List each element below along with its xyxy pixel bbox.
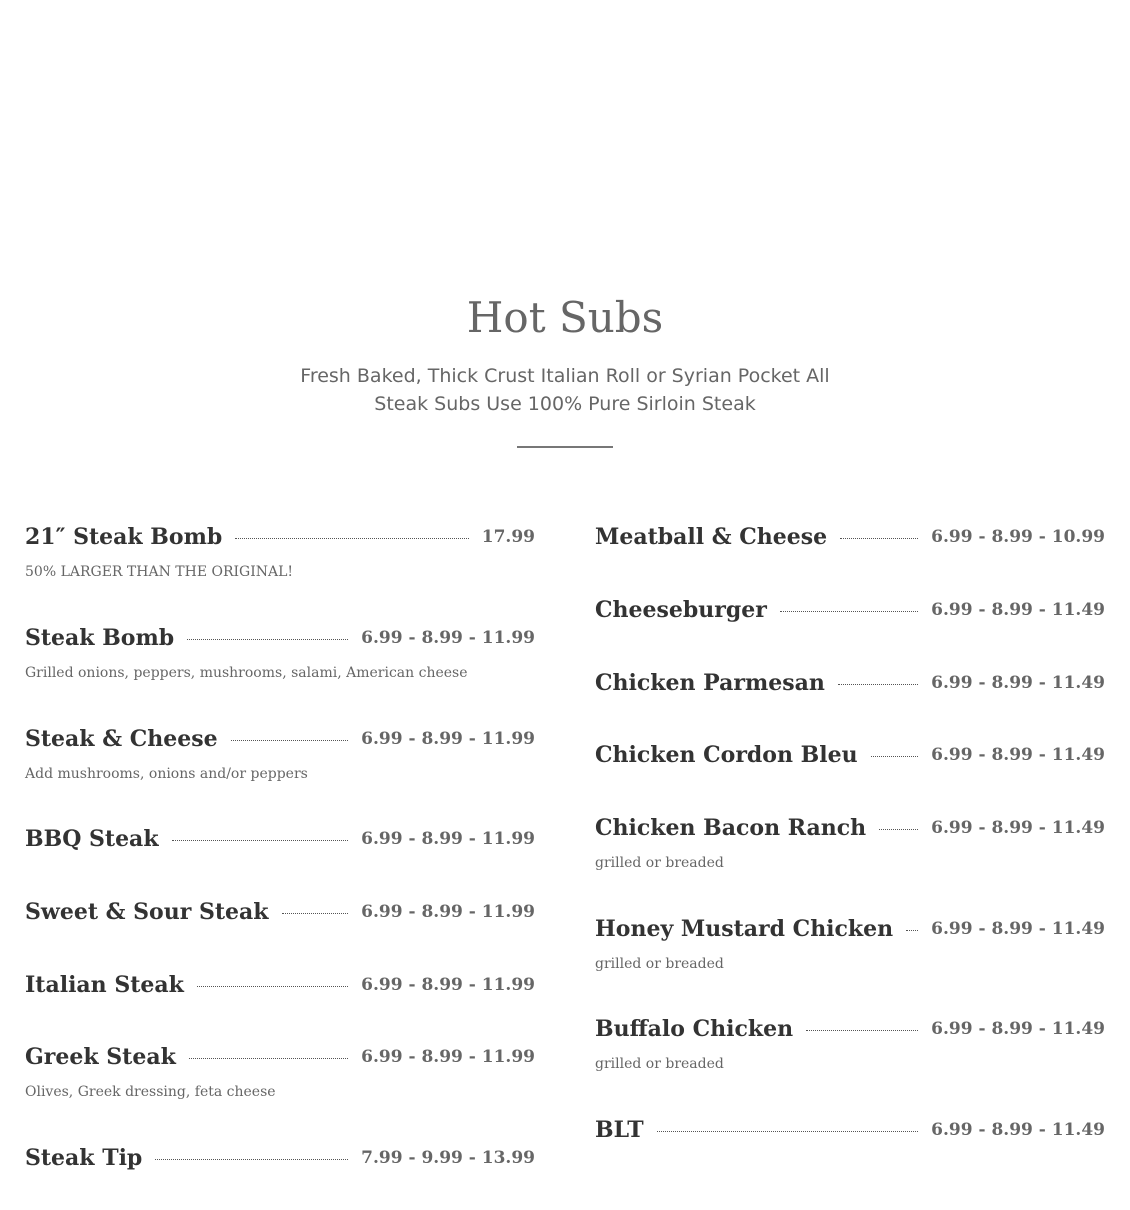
dotted-leader xyxy=(806,1030,918,1031)
menu-item xyxy=(595,811,1105,871)
menu-item xyxy=(595,1012,1105,1072)
dotted-leader xyxy=(871,756,919,757)
menu-item-name: BLT xyxy=(595,1117,644,1143)
menu-item xyxy=(595,593,1105,627)
dotted-leader xyxy=(879,829,918,830)
menu-item-price: 7.99 - 9.99 - 13.99 xyxy=(361,1148,535,1168)
menu-item-price: 6.99 - 8.99 - 10.99 xyxy=(931,527,1105,547)
menu-item-name: Meatball & Cheese xyxy=(595,524,828,550)
dotted-leader xyxy=(906,930,918,931)
dotted-leader xyxy=(838,684,918,685)
menu-item-description: Grilled onions, peppers, mushrooms, salami, American cheese xyxy=(25,665,468,681)
menu-item-price: 6.99 - 8.99 - 11.49 xyxy=(931,919,1105,939)
menu-item xyxy=(595,738,1105,772)
menu-item xyxy=(595,912,1105,972)
menu-item-price: 6.99 - 8.99 - 11.49 xyxy=(931,745,1105,765)
dotted-leader xyxy=(172,840,349,841)
dotted-leader xyxy=(187,639,348,640)
menu-item-description: 50% LARGER THAN THE ORIGINAL! xyxy=(25,564,294,580)
dotted-leader xyxy=(231,740,349,741)
section-header xyxy=(0,288,1130,448)
menu-item-price: 6.99 - 8.99 - 11.49 xyxy=(931,600,1105,620)
menu-item xyxy=(25,621,535,681)
menu-item-description: Add mushrooms, onions and/or peppers xyxy=(25,766,308,782)
menu-item xyxy=(595,666,1105,700)
menu-item xyxy=(25,895,535,929)
title-divider xyxy=(517,446,613,448)
menu-item-description: grilled or breaded xyxy=(595,1056,724,1072)
menu-item-price: 17.99 xyxy=(481,527,535,547)
section-title: Hot Subs xyxy=(466,293,664,342)
menu-item-name: Italian Steak xyxy=(25,972,184,998)
menu-item-price: 6.99 - 8.99 - 11.99 xyxy=(361,829,535,849)
menu-item-price: 6.99 - 8.99 - 11.99 xyxy=(361,902,535,922)
menu-item-name: Honey Mustard Chicken xyxy=(595,916,894,942)
dotted-leader xyxy=(197,986,348,987)
menu-item-description: grilled or breaded xyxy=(595,956,724,972)
dotted-leader xyxy=(657,1131,919,1132)
menu-item-name: Buffalo Chicken xyxy=(595,1016,794,1042)
menu-item-name: Cheeseburger xyxy=(595,597,767,623)
menu-item-price: 6.99 - 8.99 - 11.99 xyxy=(361,628,535,648)
menu-item-name: Chicken Parmesan xyxy=(595,670,825,696)
menu-item-name: Steak & Cheese xyxy=(25,726,218,752)
menu-item-name: BBQ Steak xyxy=(25,826,159,852)
menu-item-price: 6.99 - 8.99 - 11.49 xyxy=(931,818,1105,838)
menu-item xyxy=(595,1113,1105,1147)
dotted-leader xyxy=(780,611,918,612)
dotted-leader xyxy=(840,538,918,539)
menu-item xyxy=(25,520,535,580)
menu-item-description: grilled or breaded xyxy=(595,855,724,871)
menu-item-name: Steak Bomb xyxy=(25,625,175,651)
menu-item-price: 6.99 - 8.99 - 11.49 xyxy=(931,673,1105,693)
menu-item-name: Chicken Cordon Bleu xyxy=(595,742,858,768)
dotted-leader xyxy=(189,1058,348,1059)
menu-item xyxy=(25,822,535,856)
section-subtitle: Fresh Baked, Thick Crust Italian Roll or Syrian Pocket All Steak Subs Use 100% Pure Sirloin Steak xyxy=(300,365,830,415)
menu-item-name: 21″ Steak Bomb xyxy=(25,524,223,550)
dotted-leader xyxy=(155,1159,348,1160)
menu-item-price: 6.99 - 8.99 - 11.99 xyxy=(361,975,535,995)
menu-item-name: Sweet & Sour Steak xyxy=(25,899,269,925)
menu-item-price: 6.99 - 8.99 - 11.49 xyxy=(931,1019,1105,1039)
menu-item xyxy=(595,520,1105,554)
menu-item xyxy=(25,1141,535,1175)
menu-item-name: Chicken Bacon Ranch xyxy=(595,815,867,841)
menu-item xyxy=(25,1040,535,1100)
menu-item-name: Steak Tip xyxy=(25,1145,143,1171)
menu-item xyxy=(25,722,535,782)
menu-item-name: Greek Steak xyxy=(25,1044,176,1070)
dotted-leader xyxy=(235,538,469,539)
menu-item xyxy=(25,968,535,1002)
menu-item-description: Olives, Greek dressing, feta cheese xyxy=(25,1084,276,1100)
menu-item-price: 6.99 - 8.99 - 11.99 xyxy=(361,729,535,749)
dotted-leader xyxy=(282,913,349,914)
menu-item-price: 6.99 - 8.99 - 11.99 xyxy=(361,1047,535,1067)
menu-item-price: 6.99 - 8.99 - 11.49 xyxy=(931,1120,1105,1140)
